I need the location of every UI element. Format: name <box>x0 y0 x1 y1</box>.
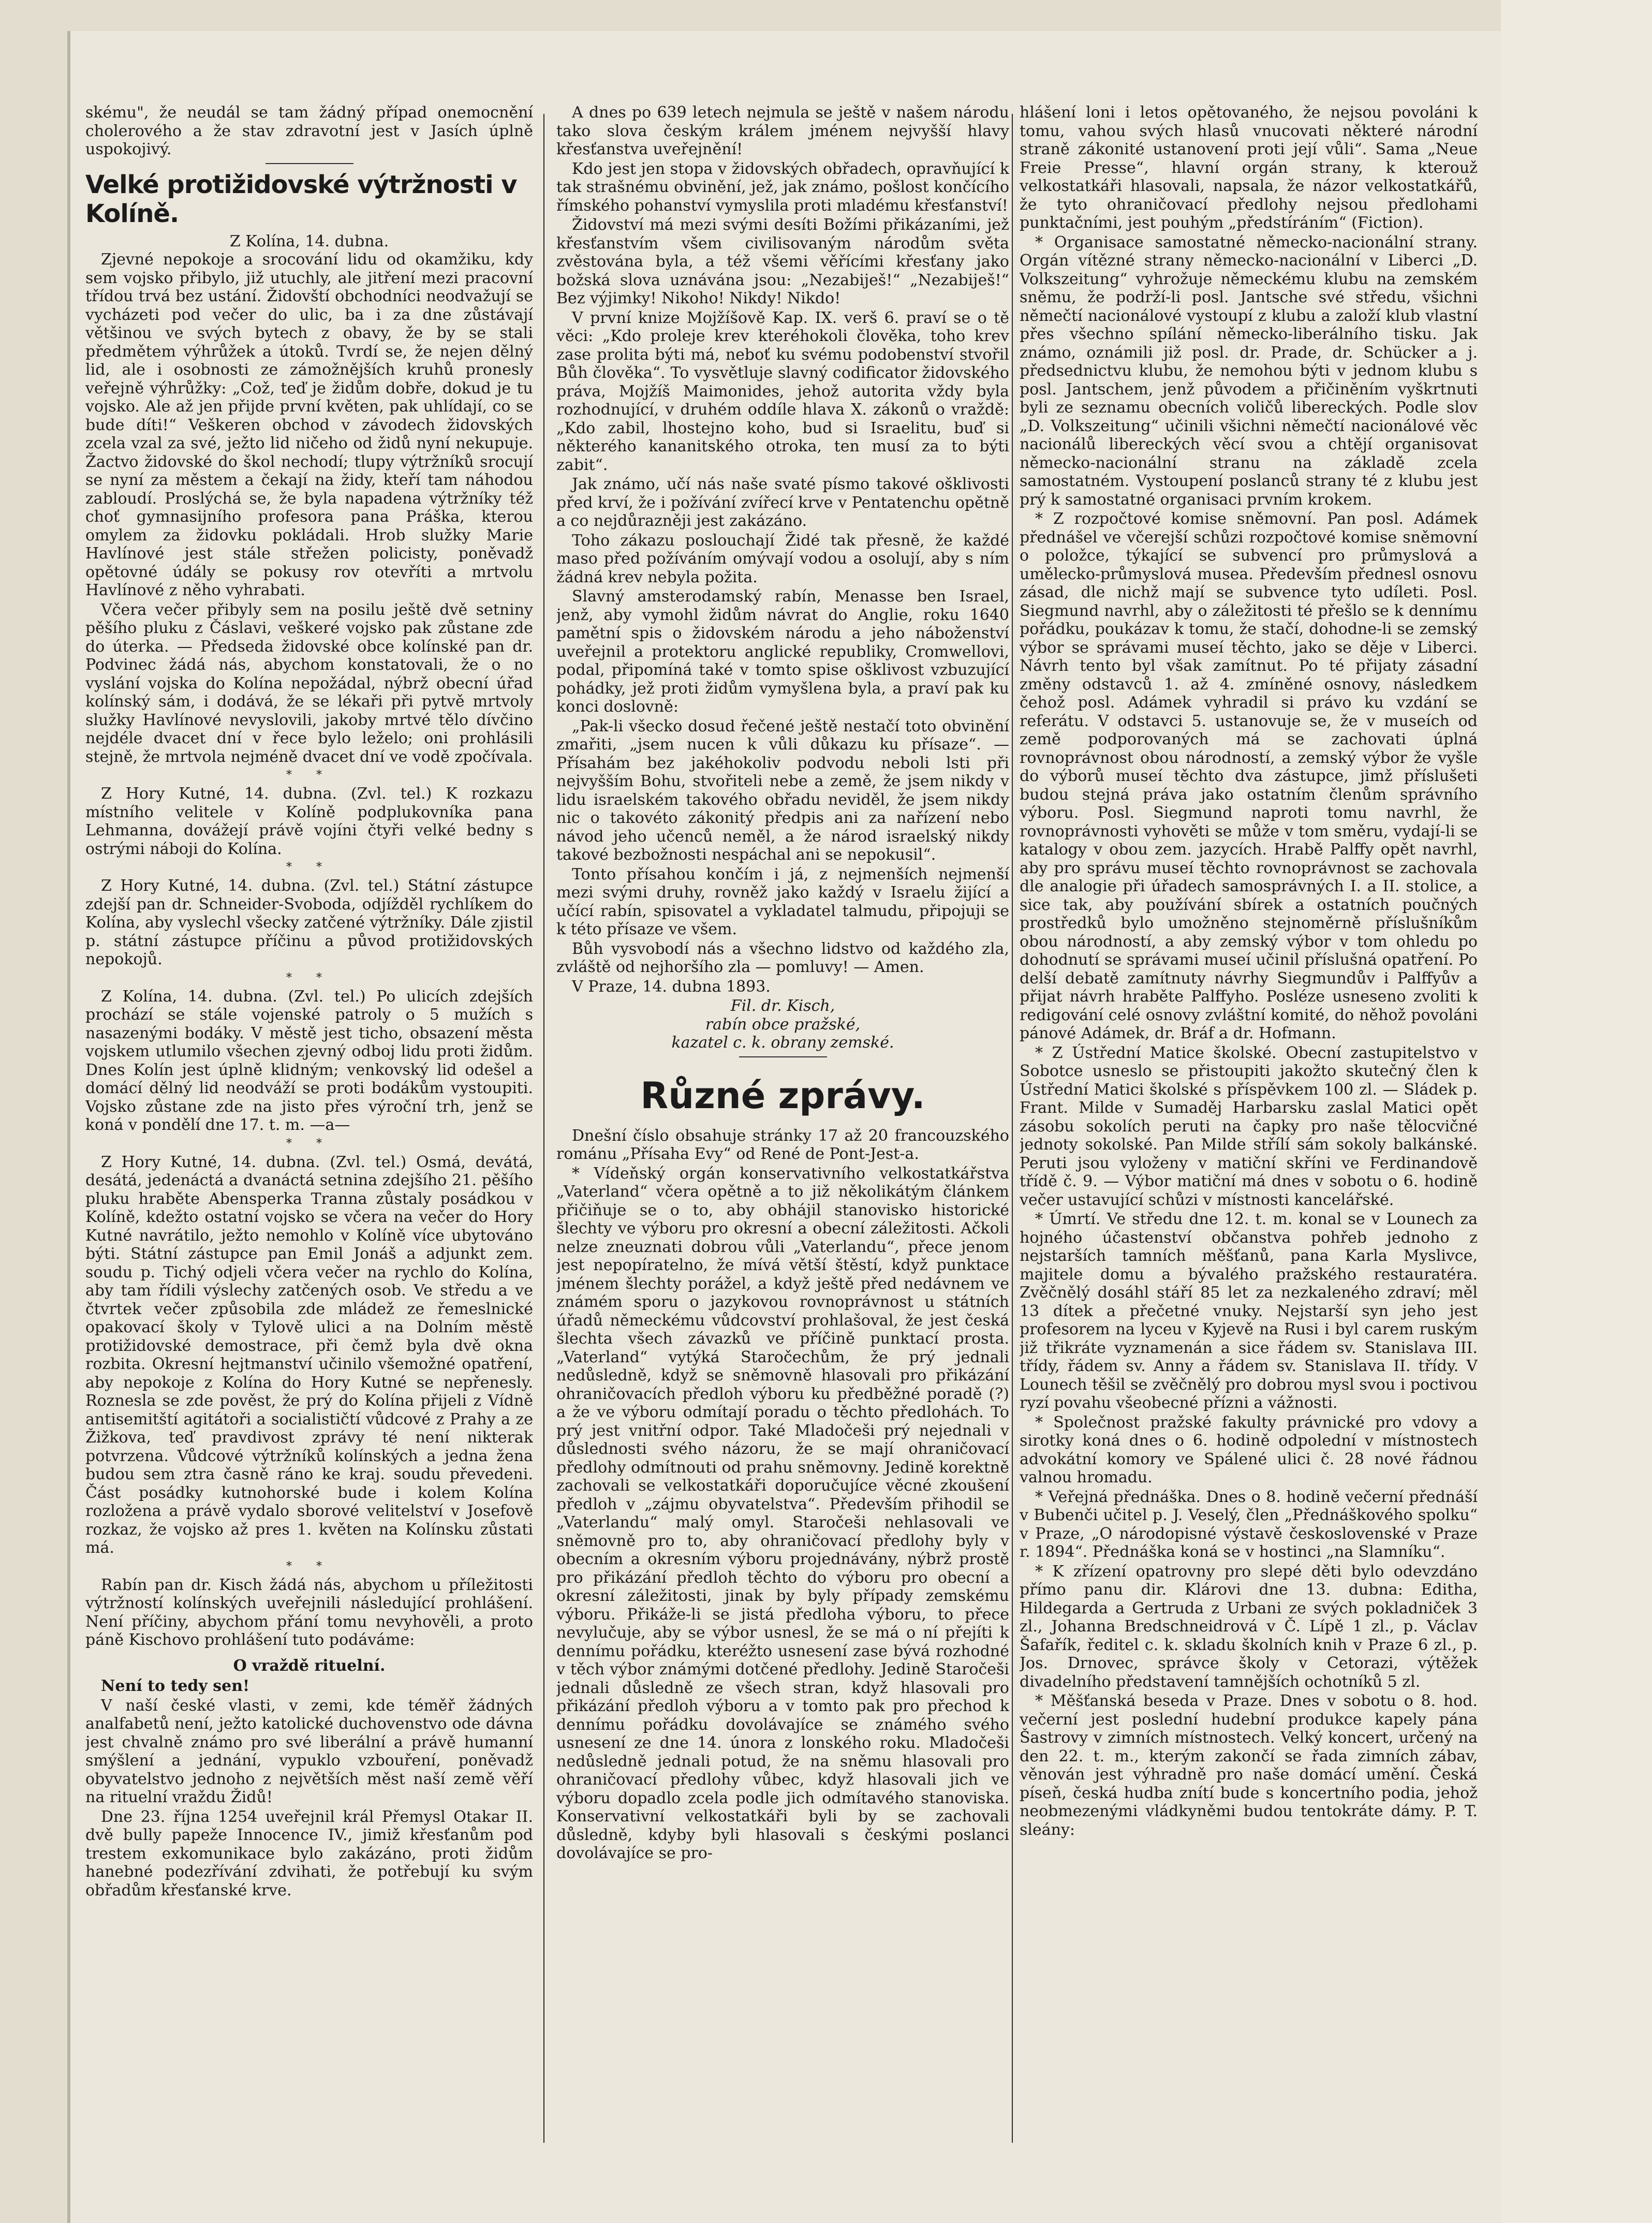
signature-title: rabín obce pražské, <box>705 1015 861 1034</box>
paragraph: V první knize Mojžíšově Kap. IX. verš 6. praví se o tě věci: „Kdo proleje krev kteréhokoli člověka, toho krev zase prolita býti má, neboť ku svému podobenství stvořil Bůh člověka“. To vysvětluje slavný codificator židovského práva, Mojžíš Maimonides, jehož autorita vždy byla rozhodnující, v druhém oddíle hlava X. zákonů o vraždě: „Kdo zabil, lhostejno koho, bud si Israelitu, buď si některého kananitského otroka, ten musí za to býti zabit“. <box>556 308 1009 474</box>
separator: * * <box>286 1559 332 1573</box>
separator <box>266 163 353 164</box>
paragraph: Včera večer přibyly sem na posilu ještě dvě setniny pěšího pluku z Čáslavi, veškeré vojsko pak zůstane zde do úterka. — Předseda židovské obce kolínské pan dr. Podvinec žádá nás, abychom konstatovali, že o no vyslání vojska do Kolína nepožádal, nýbrž obecní úřad kolínský sám, i dodává, že se lékaři při pytvě mrtvoly služky Havlínové nevyslovili, jakoby mrtvé tělo dívčino nejdéle dvacet dní v řece bylo leželo; oni prohlásili stejně, že mrtvola nejméně dvacet dní ve vodě zpočívala. <box>85 600 533 766</box>
paragraph: Dnešní číslo obsahuje stránky 17 až 20 francouzského románu „Přísaha Evy“ od René de Pont-Jest-a. <box>556 1126 1009 1163</box>
paragraph: Slavný amsterodamský rabín, Menasse ben Israel, jenž, aby vymohl židům návrat do Anglie, roku 1640 pamětní spis o židovském národu a jeho náboženství uveřejnil a protektoru anglické republiky, Cromwellovi, podal, připomíná také v tomto spise ošklivost vzbuzující pohádky, jež proti židům vymyšlena byla, a praví pak ku konci doslovně: <box>556 587 1009 716</box>
paragraph: Z Hory Kutné, 14. dubna. (Zvl. tel.) Osmá, devátá, desátá, jedenáctá a dvanáctá setnina zdejšího 21. pěšího pluku hraběte Abensperka Tranna zůstaly posádkou v Kolíně, kdežto ostatní vojsko se včera na večer do Hory Kutné navrátilo, ježto nemohlo v Kolíně více ubytováno býti. Státní zástupce pan Emil Jonáš a adjunkt zem. soudu p. Tichý odjeli včera večer na rychlo do Kolína, aby tam řídili výslechy zatčených osob. Ve středu a ve čtvrtek večer způsobila zde mládež ze řemeslnické opakovací školy v Tylově ulici a na Dolním městě protižidovské demostrace, při čemž byla dvě okna rozbita. Okresní hejtmanství učinilo všemožné opatření, aby nepokoje z Kolína do Hory Kutné se nepřenesly. Roznesla se zde pověst, že prý do Kolína přijeli z Vídně antisemitští agitátoři a socialističtí vůdcové z Prahy a ze Žižkova, teď pravdivost zprávy té není nikterak potvrzena. Vůdcové výtržníků kolínských a jedna žena budou sem ztra časně ráno ke kraj. soudu převedeni. Část posádky kutnohorské bude i kolem Kolína rozložena a právě vydalo sborové velitelství v Josefově rozkaz, že vojsko až pres 1. květen na Kolínsku zůstati má. <box>85 1153 533 1557</box>
news-item: * Organisace samostatné německo-nacionální strany. Orgán vítězné strany německo-nacionální v Liberci „D. Volkszeitung“ vyhrožuje německému klubu na zemském sněmu, že podrží-li posl. Jantsche své středu, všichni němečtí nacionálové vystoupí z klubu a založí klub vlastní přes všechno spílání německo-liberálního tisku. Jak známo, oznámili již posl. dr. Prade, dr. Schücker a j. předsednictvu klubu, že nemohou býti v jednom klubu s posl. Jantschem, jenž původem a přičiněním vyškrtnuti byli ze seznamu obecních voličů libereckých. Podle slov „D. Volkszeitung“ učinili všichni němečtí nacionálové věc nacionálů libereckých věcí svou a chtějí organisovat německo-nacionální stranu na základě zcela samostatném. Vystoupení poslanců strany té z klubu jest prý k samostatné organisaci prvním krokem. <box>1020 233 1478 509</box>
paragraph: Kdo jest jen stopa v židovských obřadech, opravňující k tak strašnému obvinění, jež, jak známo, pošlost končícího římského pohanství vymyslila proti mladému křesťanství! <box>556 159 1009 215</box>
news-item: * K zřízení opatrovny pro slepé děti bylo odevzdáno přímo panu dir. Klárovi dne 13. dubna: Editha, Hildegarda a Gertruda z Urbani ze svých pokladniček 3 zl., Johanna Bredschneidrová v Č. Lípě 1 zl., p. Václav Šafařík, ředitel c. k. skladu školních knih v Praze 6 zl., p. Jos. Drnovec, správce školy v Cetorazi, výtěžek divadelního představení tamnějších ochotníků 5 zl. <box>1020 1562 1478 1691</box>
paragraph: Tonto přísahou končím i já, z nejmenších nejmenší mezi svými druhy, rovněž jako každý v Israelu žijící a učící rabín, spisovatel a vykladatel talmudu, připojuji se k této přísaze ve všem. <box>556 865 1009 938</box>
column-divider <box>1012 114 1013 2143</box>
column-3 <box>1020 104 1478 2205</box>
paragraph: Jak známo, učí nás naše svaté písmo takové ošklivosti před krví, že i požívání zvířecí krve v Pentatenchu opětně a co nejdůrazněji jest zakázáno. <box>556 475 1009 530</box>
paragraph: V naší české vlasti, v zemi, kde téměř žádných analfabetů není, ježto katolické duchovenstvo ode dávna jest chvalně známo pro své liberální a právě humanní smýšlení a jednání, vypuklo vzbouření, poněvadž obyvatelstvo jednoho z největších měst naší země věří na rituelní vraždu Židů! <box>85 1696 533 1806</box>
article-headline: Velké protižidovské výtržnosti v Kolíně. <box>85 170 517 228</box>
separator: * * <box>286 769 332 782</box>
scan-top-edge <box>67 0 1652 31</box>
paragraph: Rabín pan dr. Kisch žádá nás, abychom u příležitosti výtržností kolínských uveřejnili následující prohlášení. Není příčiny, abychom přání tomu nevyhověli, a proto páně Kischovo prohlášení tuto podáváme: <box>85 1576 533 1649</box>
dateline: V Praze, 14. dubna 1893. <box>572 977 771 996</box>
signature: Fil. dr. Kisch, <box>730 997 835 1015</box>
column-divider <box>543 114 544 2143</box>
paragraph: skému", že neudál se tam žádný případ onemocnění cholerového a že stav zdravotní jest v Jasích úplně uspokojivý. <box>85 104 533 158</box>
news-item: * Veřejná přednáška. Dnes o 8. hodině večerní přednáší v Bubenči učitel p. J. Veselý, člen „Přednáškového spolku“ v Praze, „O národopisné výstavě československé v Praze r. 1894“. Přednáška koná se v hostinci „na Slamníku“. <box>1020 1488 1478 1561</box>
news-item: * Společnost pražské fakulty právnické pro vdovy a sirotky koná dnes o 6. hodině odpolední v místnostech advokátní komory ve Spálené ulici č. 28 nové řádnou valnou hromadu. <box>1020 1413 1478 1486</box>
scan-right-edge <box>1501 0 1652 2223</box>
news-item: * Úmrtí. Ve středu dne 12. t. m. konal se v Lounech za hojného účastenství občanstva pohřeb jednoho z nejstarších tamních měšťanů, pana Karla Myslivce, majitele domu a bývalého pražského restauratéra. Zvěčnělý dosáhl stáří 85 let za nezkaleného zdraví; měl 13 dítek a přečetné vnuky. Nejstarší syn jeho jest profesorem na lyceu v Kyjevě na Rusi i byl carem ruským již třikráte vyznamenán a sice řádem sv. Stanislava III. třídy, řádem sv. Anny a řádem sv. Stanislava II. třídy. V Lounech těšil se zvěčnělý pro dobrou mysl svou i poctivou ryzí povahu všeobecné přízni a vážnosti. <box>1020 1210 1478 1412</box>
separator: * * <box>286 971 332 984</box>
scan-margin <box>0 0 70 2223</box>
paragraph: Z Kolína, 14. dubna. (Zvl. tel.) Po ulicích zdejších prochází se stále vojenské patroly o 5 mužích s nasazenými bodáky. V městě jest ticho, obsazení města vojskem utlumilo všechen zjevný odboj lidu proti židům. Dnes Kolín jest úplně klidným; venkovský lid odešel a domácí dělný lid neodváží se proti bodákům vystoupiti. Vojsko zůstane zde na jisto přes výroční trh, jenž se koná v pondělí dne 17. t. m. —a— <box>85 987 533 1134</box>
separator <box>739 1056 827 1057</box>
paragraph: Zjevné nepokoje a srocování lidu od okamžiku, kdy sem vojsko přibylo, již utuchly, ale jitření mezi pracovní třídou trvá bez ustání. Židovští obchodníci neodvažují se vycházeti pod večer do ulic, ba i za dne zůstávají většinou ve svých bytech z obavy, že by se stali předmětem výhrůžek a útoků. Tvrdí se, že nejen dělný lid, ale i osobnosti ze zámožnějších kruhů pronesly veřejně výhrůžky: „Což, teď je židům dobře, dokud je tu vojsko. Ale až jen přijde první květen, pak uhlídají, co se bude díti!“ Veškeren obchod v závodech židovských zcela vzal za své, ježto lid ničeho od židů nyní nekupuje. Žactvo židovské do škol nechodí; tlupy výtržníků srocují se nyní za městem a čekají na židy, kteří tam náhodou zabloudí. Proslýchá se, že byla napadena výtržníky též choť gymnasijního profesora pana Práška, kterou omylem za židovku pokládali. Hrob služky Marie Havlínové jest stále střežen policisty, poněvadž opětovné údály se pokusy rov otevříti a mrtvolu Havlínové z něho vyhrabati. <box>85 251 533 599</box>
news-item: * Z rozpočtové komise sněmovní. Pan posl. Adámek přednášel ve včerejší schůzi rozpočtové komise sněmovní o položce, týkající se subvencí pro průmyslová a umělecko-průmyslová musea. Především přednesl osnovu zásad, dle nichž mají se subvence tyto udíleti. Posl. Siegmund navrhl, aby o záležitosti té přešlo se k dennímu pořádku, poukázav k tomu, že stačí, dohodne-li se zemský výbor se správami museí těchto, jako se děje v Liberci. Návrh tento byl však zamítnut. Po té přijaty zásadní změny odstavců 1. až 4. zmíněné osnovy, následkem čehož posl. Adámek vyhradil si právo ku vzdání se referátu. V odstavci 5. ustanovuje se, že v museích od země podporovaných má se zachovati úplná rovnoprávnost obou národností, a zemský výbor že vyšle do výborů museí těchto dva zástupce, jimž příslušeti budou stejná práva jako ostatním členům správního výboru. Posl. Siegmund naproti tomu navrhl, že rovnoprávnosti vyhověti se může v tom směru, vydají-li se katalogy v obou zem. jazycích. Hrabě Palffy opět navrhl, aby pro správu museí těchto rovnoprávnost se zachovala dle analogie při úřadech samosprávných I. a II. stolice, a sice tak, aby používání sbírek a ostatních poučných prostředků bylo umožněno stejnoměrně příslušníkům obou národností, a aby zemský výbor v tom ohledu po dohodnutí se správami museí učinil příslušná opatření. Po delší debatě zamítnuty návrhy Siegmundův i Palffyův a přijat návrh hraběte Palffyho. Posléze usneseno zvoliti k redigování celé osnovy zvláštní komité, do něhož povoláni pánové Adámek, dr. Bráf a dr. Hofmann. <box>1020 510 1478 1042</box>
column-2 <box>556 104 1009 2205</box>
paragraph: Bůh vysvobodí nás a všechno lidstvo od každého zla, zvláště od nejhoršího zla — pomluvy! — Amen. <box>556 939 1009 976</box>
news-item: * Měšťanská beseda v Praze. Dnes v sobotu o 8. hod. večerní jest poslední hudební produkce kapely pána Šastrovy v zimních místnostech. Velký koncert, určený na den 22. t. m., kterým zakončí se řada zimních zábav, věnován jest výhradně pro naše domácí umění. Česká píseň, česká hudba znítí bude s koncertního podia, jehož neobmezenými vládkyněmi budou tentokráte dámy. P. T. sleány: <box>1020 1692 1478 1839</box>
news-item: * Z Ústřední Matice školské. Obecní zastupitelstvo v Sobotce usneslo se přistoupiti jakožto skutečný člen k Ústřední Matici školské s příspěvkem 100 zl. — Sládek p. Frant. Milde v Sumaděj Harbarsku zaslal Matici opět zásobu sokolích peruti na čapky pro naše tělocvičné jednoty sokolské. Pan Milde střílí sám sokoly balkánské. Peruti jsou vyloženy v matiční skříni ve Ferdinandově třídě č. 9. — Výbor matiční má dnes v sobotu o 6. hodině večer ustavující schůzi v místnosti kancelářské. <box>1020 1043 1478 1209</box>
paragraph: hlášení loni i letos opětovaného, že nejsou povoláni k tomu, vahou svých hlasů vnucovati některé národní straně zákonité ustanovení proti její vůli“. Sama „Neue Freie Presse“, hlavní orgán strany, k kterouž velkostatkáři hlasovali, napsala, že názor velkostatkářů, že tyto ohraničovací předlohy nejsou předlohami punktačními, jest pouhým „předstíráním“ (Fiction). <box>1020 104 1478 232</box>
subheading: O vraždě rituelní. <box>233 1656 386 1675</box>
paragraph: Toho zákazu poslouchají Židé tak přesně, že každé maso před požíváním omývají vodou a osolují, aby s ním žádná krev nebyla požita. <box>556 531 1009 586</box>
paragraph: Z Hory Kutné, 14. dubna. (Zvl. tel.) K rozkazu místního velitele v Kolíně podplukovníka pana Lehmanna, dovážejí právě vojíni čtyři velké bedny s ostrými náboji do Kolína. <box>85 785 533 858</box>
paragraph: „Pak-li všecko dosud řečené ještě nestačí toto obvinění zmařiti, „jsem nucen k vůli důkazu ku přísaze“. — Přísahám bez jakéhokoliv podvodu neboli lsti při nejvyšším Bohu, stvořiteli nebe a země, že jsem nikdy v lidu israelském takového obřadu neviděl, že jsem nikdy nic o takovéto zákonitý předpis ani za nařízení nebo návod jeho učenců neměl, a že národ israelský nikdy takové bezbožnosti nespáchal ani se nepokusil“. <box>556 717 1009 864</box>
paragraph: Dne 23. října 1254 uveřejnil král Přemysl Otakar II. dvě bully papeže Innocence IV., jimiž křesťanům pod trestem exkomunikace bylo zakázáno, proti židům hanebné podezřívání zdvihati, že potřebují ku svým obřadům křesťanské krve. <box>85 1807 533 1900</box>
section-title: Různé zprávy. <box>640 1074 925 1117</box>
dateline: Z Kolína, 14. dubna. <box>229 232 389 251</box>
paragraph: A dnes po 639 letech nejmula se ještě v našem národu tako slova českým králem jménem nejvyšší hlavy křesťanstva uveřejnění! <box>556 104 1009 158</box>
signature-title: kazatel c. k. obrany zemské. <box>671 1034 894 1052</box>
column-1 <box>85 104 533 2205</box>
separator: * * <box>286 1137 332 1150</box>
paragraph: Židovství má mezi svými desíti Božími přikázaními, jež křesťanstvím všem civilisovaným národům světa zvěstována byla, a též všemi věřícími křesťany jako božská slova uznávána jsou: „Nezabiješ!“ „Nezabiješ!“ Bez výjimky! Nikoho! Nikdy! Nikdo! <box>556 216 1009 307</box>
paragraph: Z Hory Kutné, 14. dubna. (Zvl. tel.) Státní zástupce zdejší pan dr. Schneider-Svoboda, odjížděl rychlíkem do Kolína, aby vyslechl všecky zatčené výtržníky. Dále zjistil p. státní zástupce příčinu a původ protižidovských nepokojů. <box>85 877 533 968</box>
paragraph: Není to tedy sen! <box>101 1677 250 1695</box>
paragraph: * Vídeňský orgán konservativního velkostatkářstva „Vaterland“ včera opětně a to již několikátým článkem přičiňuje se o to, aby obhájil stanovisko historické šlechty ve výboru pro okresní a obecní záležitosti. Ačkoli nelze zneuznati dobrou vůli „Vaterlandu“, přece jenom jest nepopíratelno, že mívá větší štěstí, když punktace jménem šlechty porážel, a když ještě před nedávnem ve známém sporu o jazykovou rovnoprávnost u státních úřadů německému vůdcovství prohlašoval, že jest česká šlechta všech závazků ve příčině punktací prosta. „Vaterland“ vytýká Staročechům, že prý jednali nedůsledně, když se sněmovně hlasovali pro přikázání ohraničovacích předloh výboru ku předběžné poradě (?) a že ve výboru odmítají poradu o těchto předlohách. To prý jest vnitřní odpor. Také Mladočeši prý nejednali v důslednosti svého názoru, že se mají ohraničovací předlohy odmítnouti od prahu sněmovny. Jedině korektně zachovali se velkostatkáři doporučujíce věcné zkoušení předloh v „zájmu obyvatelstva“. Především přihodil se „Vaterlandu“ malý omyl. Staročeši nehlasovali ve sněmovně pro to, aby ohraničovací předlohy byly v obecním a okresním výboru projednávány, nýbrž prostě pro přikázání předloh těchto do výboru pro obecní a okresní záležitosti, jinak by byly případy zemskému výboru. Přikáže-li se jistá předloha výboru, to přece nevylučuje, aby se výbor usnesl, že se má o ní přejíti k dennímu pořádku, kteréžto usnesení zase bývá rozhodné v těch výbor známými dotčené předlohy. Jedině Staročeši jednali důsledně ze všech stran, když hlasovali pro přikázání předloh výboru a v tomto pak pro přechod k dennímu pořádku dovolávajíce se známého svého usnesení ze dne 14. února z lonského roku. Mladočeši nedůsledně jednali potud, že na sněmu hlasovali pro ohraničovací předlohy vůbec, když hlasovali jich ve výboru dopadlo zcela podle jich odmítavého stanoviska. Konservativní velkostatkáři byli by se zachovali důsledně, kdyby byli hlasovali s českými poslanci dovolávajíce se pro- <box>556 1164 1009 1862</box>
separator: * * <box>286 861 332 874</box>
